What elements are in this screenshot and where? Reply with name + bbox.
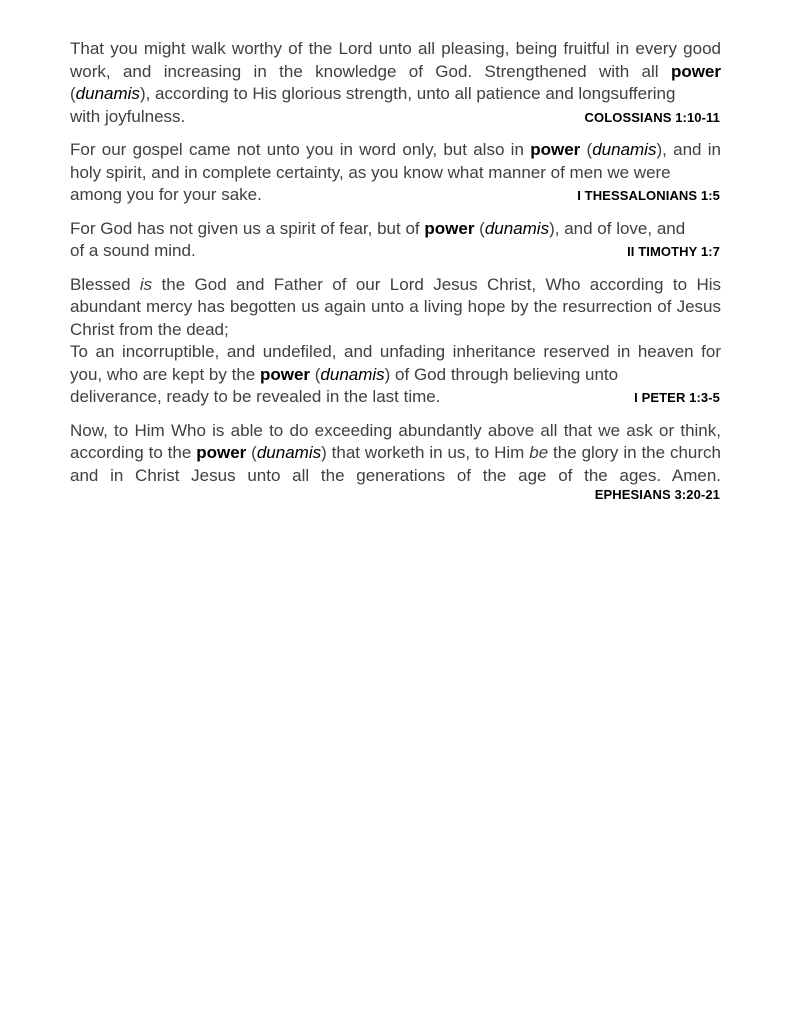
verse-text-segment: That you might walk worthy of the Lord unto all pleasing, being fruitful in every good work, and increasing in the knowledge of God. Strengthened with all (70, 39, 721, 81)
verse-last-line (70, 240, 721, 264)
paren-open: ( (580, 140, 593, 159)
power-word: power (530, 140, 581, 159)
verse-last-line (70, 386, 721, 410)
verse-text-segment: To an incorruptible, and undefiled, and unfading inheritance reserved in heaven for you, who are kept by the (70, 342, 721, 384)
greek-word: dunamis (75, 84, 140, 103)
verse-text (70, 139, 721, 184)
verse-text (70, 420, 721, 488)
verse-text (70, 38, 721, 106)
verse-text (70, 218, 721, 241)
verse-text-segment: Blessed (70, 274, 140, 294)
verse-text-segment: ), according to His glorious strength, unto all patience and longsuffering (139, 84, 676, 103)
verse-text-segment: ) of God through believing unto (384, 364, 619, 384)
greek-word: dunamis (592, 140, 657, 159)
paren-open: ( (70, 84, 76, 103)
verse-reference: II TIMOTHY 1:7 (627, 244, 720, 259)
verse-text-segment: deliverance, ready to be revealed in the last time. (70, 387, 441, 406)
verse-thessalonians (70, 139, 721, 208)
verse-reference: EPHESIANS 3:20-21 (594, 487, 720, 502)
greek-word: dunamis (484, 218, 550, 238)
verse-text (70, 341, 721, 386)
verse-text-segment: ), and in holy spirit, and in complete certainty, as you know what manner of men we were (70, 140, 721, 182)
paren-open: ( (310, 364, 321, 384)
power-word: power (196, 443, 247, 462)
verse-text (70, 274, 721, 342)
verse-text-segment: with joyfulness. (70, 106, 186, 126)
verse-text-segment: Now, to Him Who is able to do exceeding abundantly above all that we ask or think, according to the (70, 420, 721, 462)
verse-last-line (70, 484, 721, 507)
verse-text-segment: the God and Father of our Lord Jesus Christ, Who according to His abundant mercy has begotten us again unto a living hope by the resurrection of Jesus Christ from the dead; (70, 274, 721, 339)
verse-reference: COLOSSIANS 1:10-11 (584, 109, 720, 125)
verse-timothy (70, 218, 721, 264)
verse-reference: I PETER 1:3-5 (634, 390, 720, 405)
power-word: power (424, 218, 475, 238)
paren-open: ( (474, 218, 485, 238)
verse-ephesians (70, 420, 721, 507)
verse-text-segment: For God has not given us a spirit of fear, but of (70, 218, 425, 238)
verse-text-segment: the glory in the church and in Christ Jesus unto all the generations of the age of the ages. Amen. (70, 443, 722, 485)
verse-text-segment: ), and of love, and (549, 218, 686, 238)
verse-reference: I THESSALONIANS 1:5 (577, 188, 720, 203)
verse-last-line (70, 184, 721, 208)
italic-word: be (529, 443, 549, 462)
verse-text-segment: ) that worketh in us, to Him (321, 443, 530, 462)
power-word: power (259, 364, 311, 384)
italic-word: is (139, 274, 153, 294)
greek-word: dunamis (320, 364, 385, 384)
verse-text-segment: For our gospel came not unto you in word only, but also in (70, 140, 531, 159)
verse-text-segment: among you for your sake. (70, 185, 262, 204)
verse-colossians (70, 38, 721, 129)
document-page (70, 38, 721, 517)
verse-last-line (70, 106, 721, 130)
greek-word: dunamis (256, 443, 322, 462)
paren-open: ( (246, 443, 257, 462)
verse-text-segment: of a sound mind. (70, 241, 196, 260)
power-word: power (670, 61, 721, 81)
verse-peter (70, 274, 721, 410)
